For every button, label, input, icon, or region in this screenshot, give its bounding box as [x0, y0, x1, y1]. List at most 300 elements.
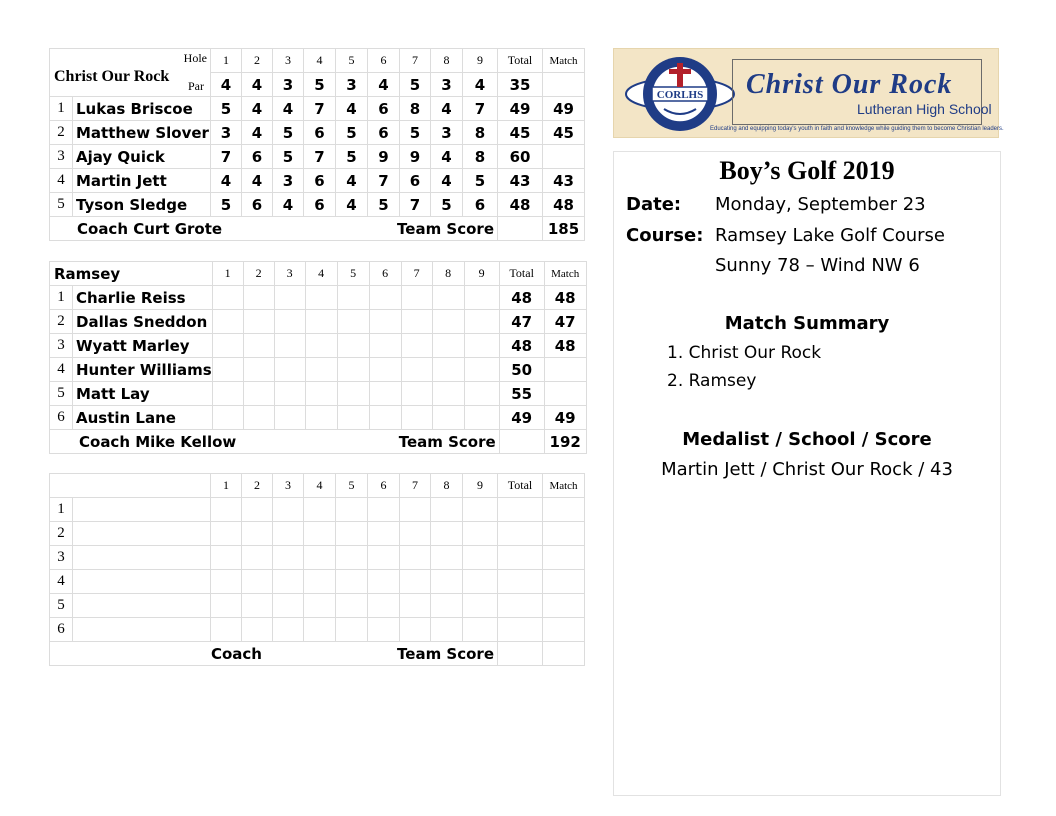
- scorecard-blank: [49, 473, 585, 666]
- hole-score: [274, 286, 305, 310]
- empty-cell: [498, 642, 543, 666]
- hole-header: 7: [400, 474, 431, 498]
- total-header: Total: [498, 49, 543, 73]
- player-number: 1: [50, 286, 73, 310]
- hole-score: 6: [368, 121, 400, 145]
- hole-score: [369, 334, 401, 358]
- hole-score: [243, 358, 274, 382]
- player-row: [50, 193, 585, 217]
- hole-score: [432, 358, 464, 382]
- hole-header: 4: [305, 262, 337, 286]
- team-score-label: Team Score: [273, 642, 498, 666]
- player-match: 48: [544, 334, 586, 358]
- hole-header: 4: [304, 474, 336, 498]
- hole-score: [432, 286, 464, 310]
- player-name: Dallas Sneddon: [73, 310, 213, 334]
- hole-score: [401, 286, 432, 310]
- hole-score: 8: [463, 121, 498, 145]
- team2-players: [50, 286, 587, 430]
- hole-score: 5: [463, 169, 498, 193]
- hole-score: 4: [242, 169, 273, 193]
- hole-score: 4: [242, 121, 273, 145]
- player-match: [543, 498, 585, 522]
- hole-score: [464, 406, 499, 430]
- player-name: [73, 546, 211, 570]
- course-value: Ramsey Lake Golf Course: [715, 225, 946, 246]
- hole-score: 7: [304, 145, 336, 169]
- hole-score: [401, 406, 432, 430]
- hole-score: [463, 570, 498, 594]
- logo-tagline: Educating and equipping today's youth in faith and knowledge while guiding them to become Christian leaders.: [710, 126, 1004, 132]
- player-total: 55: [499, 382, 544, 406]
- hole-score: [212, 286, 243, 310]
- hole-score: 4: [273, 193, 304, 217]
- player-row: [50, 382, 587, 406]
- player-name: [73, 618, 211, 642]
- hole-score: [211, 618, 242, 642]
- hole-score: [369, 286, 401, 310]
- hole-score: [336, 618, 368, 642]
- hole-score: [336, 570, 368, 594]
- hole-score: [369, 358, 401, 382]
- hole-score: [401, 334, 432, 358]
- player-total: [498, 570, 543, 594]
- hole-header: 6: [368, 474, 400, 498]
- player-row: [50, 145, 585, 169]
- hole-score: [368, 546, 400, 570]
- player-name: Matt Lay: [73, 382, 213, 406]
- player-name: [73, 570, 211, 594]
- player-match: [544, 358, 586, 382]
- player-row: [50, 570, 585, 594]
- hole-score: [432, 334, 464, 358]
- hole-score: 4: [336, 193, 368, 217]
- player-number: 3: [50, 334, 73, 358]
- date-value: Monday, September 23: [715, 194, 926, 215]
- hole-label: Hole: [183, 51, 207, 65]
- player-number: 3: [50, 546, 73, 570]
- hole-header: 7: [401, 262, 432, 286]
- hole-score: [304, 522, 336, 546]
- player-match: [543, 546, 585, 570]
- team-name: Ramsey: [50, 262, 213, 286]
- player-match: 43: [543, 169, 585, 193]
- hole-score: 5: [431, 193, 463, 217]
- match-header: Match: [544, 262, 586, 286]
- par-value: 4: [368, 73, 400, 97]
- hole-score: 4: [211, 169, 242, 193]
- hole-header: 1: [211, 49, 242, 73]
- par-value: 5: [400, 73, 431, 97]
- event-title: Boy’s Golf 2019: [719, 156, 895, 185]
- player-total: [498, 522, 543, 546]
- hole-score: [211, 522, 242, 546]
- hole-score: [368, 618, 400, 642]
- player-number: 5: [50, 382, 73, 406]
- hole-header: 3: [273, 474, 304, 498]
- hole-score: 4: [431, 97, 463, 121]
- hole-score: [211, 498, 242, 522]
- hole-score: [336, 546, 368, 570]
- hole-score: [337, 286, 369, 310]
- hole-header: 6: [369, 262, 401, 286]
- hole-score: [431, 594, 463, 618]
- team-score-value: 185: [543, 217, 585, 241]
- hole-score: [242, 498, 273, 522]
- hole-score: [243, 382, 274, 406]
- player-number: 2: [50, 121, 73, 145]
- hole-score: [463, 618, 498, 642]
- hole-score: [401, 310, 432, 334]
- hole-score: 6: [400, 169, 431, 193]
- hole-score: 5: [211, 193, 242, 217]
- summary-item: 2. Ramsey: [667, 371, 757, 391]
- team-score-label: Team Score: [273, 217, 498, 241]
- hole-score: [304, 498, 336, 522]
- par-value: 4: [463, 73, 498, 97]
- scorecard-ramsey: [49, 261, 587, 454]
- par-total: 35: [498, 73, 543, 97]
- hole-score: [212, 406, 243, 430]
- hole-score: [400, 498, 431, 522]
- hole-score: [369, 382, 401, 406]
- player-total: 48: [498, 193, 543, 217]
- hole-score: 6: [242, 193, 273, 217]
- hole-score: 6: [368, 97, 400, 121]
- hole-score: 7: [463, 97, 498, 121]
- hole-score: [463, 522, 498, 546]
- par-value: 5: [304, 73, 336, 97]
- hole-score: [305, 406, 337, 430]
- hole-score: 6: [463, 193, 498, 217]
- hole-score: [464, 286, 499, 310]
- hole-score: [431, 618, 463, 642]
- hole-score: [243, 310, 274, 334]
- hole-score: 8: [400, 97, 431, 121]
- player-match: 49: [544, 406, 586, 430]
- hole-header: 9: [463, 49, 498, 73]
- player-row: [50, 121, 585, 145]
- hole-header: 1: [211, 474, 242, 498]
- hole-score: [305, 358, 337, 382]
- player-name: Wyatt Marley: [73, 334, 213, 358]
- hole-score: 6: [304, 193, 336, 217]
- match-header: Match: [543, 474, 585, 498]
- player-number: 3: [50, 145, 73, 169]
- player-number: 4: [50, 358, 73, 382]
- hole-score: [336, 522, 368, 546]
- player-number: 1: [50, 97, 73, 121]
- hole-score: [431, 522, 463, 546]
- hole-score: [274, 358, 305, 382]
- match-header: Match: [543, 49, 585, 73]
- hole-score: [212, 358, 243, 382]
- hole-header: 5: [336, 49, 368, 73]
- player-name: Lukas Briscoe: [73, 97, 211, 121]
- hole-score: 5: [368, 193, 400, 217]
- hole-score: [368, 594, 400, 618]
- match-info-panel: [613, 151, 1001, 796]
- empty-cell: [498, 217, 543, 241]
- hole-score: [304, 546, 336, 570]
- player-total: [498, 618, 543, 642]
- player-name: Austin Lane: [73, 406, 213, 430]
- hole-score: [400, 594, 431, 618]
- hole-score: 7: [368, 169, 400, 193]
- hole-score: [273, 522, 304, 546]
- weather-value: Sunny 78 – Wind NW 6: [715, 255, 920, 276]
- player-match: [544, 382, 586, 406]
- medalist-value: Martin Jett / Christ Our Rock / 43: [661, 459, 953, 480]
- player-total: [498, 546, 543, 570]
- hole-header: 2: [242, 49, 273, 73]
- hole-score: 9: [368, 145, 400, 169]
- player-row: [50, 358, 587, 382]
- player-total: 45: [498, 121, 543, 145]
- hole-score: 5: [336, 121, 368, 145]
- hole-score: [336, 594, 368, 618]
- logo-brand-name: Christ Our Rock: [746, 69, 953, 100]
- hole-score: [400, 618, 431, 642]
- player-row: [50, 522, 585, 546]
- hole-score: 5: [273, 121, 304, 145]
- par-value: 4: [211, 73, 242, 97]
- school-logo-banner: [613, 48, 1004, 138]
- hole-score: [273, 618, 304, 642]
- svg-text:CORLHS: CORLHS: [656, 89, 704, 101]
- logo-brand-sub: Lutheran High School: [857, 101, 992, 117]
- hole-score: [212, 334, 243, 358]
- hole-score: 5: [400, 121, 431, 145]
- hole-score: [243, 406, 274, 430]
- hole-score: [464, 358, 499, 382]
- hole-score: [432, 382, 464, 406]
- hole-score: [273, 498, 304, 522]
- player-name: [73, 498, 211, 522]
- hole-score: [242, 570, 273, 594]
- hole-score: [463, 594, 498, 618]
- hole-score: 7: [211, 145, 242, 169]
- hole-score: [368, 498, 400, 522]
- hole-score: [305, 382, 337, 406]
- team1-players: [50, 97, 585, 217]
- hole-score: [401, 358, 432, 382]
- player-row: [50, 546, 585, 570]
- player-match: [543, 145, 585, 169]
- hole-score: [431, 546, 463, 570]
- hole-header: 1: [212, 262, 243, 286]
- hole-score: [304, 594, 336, 618]
- hole-score: [242, 546, 273, 570]
- match-summary-title: Match Summary: [724, 313, 890, 334]
- player-row: [50, 618, 585, 642]
- team-score-value: [543, 642, 585, 666]
- hole-score: [243, 286, 274, 310]
- player-row: [50, 594, 585, 618]
- hole-score: [274, 406, 305, 430]
- hole-score: [211, 546, 242, 570]
- hole-score: [337, 310, 369, 334]
- hole-header: 8: [431, 49, 463, 73]
- hole-header: 7: [400, 49, 431, 73]
- medalist-title: Medalist / School / Score: [682, 429, 932, 450]
- hole-score: [242, 522, 273, 546]
- player-number: 4: [50, 570, 73, 594]
- player-match: 49: [543, 97, 585, 121]
- par-label: Par: [188, 79, 204, 93]
- hole-score: [432, 406, 464, 430]
- team-name: [50, 474, 211, 498]
- hole-score: [212, 382, 243, 406]
- player-number: 1: [50, 498, 73, 522]
- player-row: [50, 169, 585, 193]
- hole-score: 3: [211, 121, 242, 145]
- hole-score: [400, 522, 431, 546]
- date-label: Date:: [626, 194, 682, 215]
- player-total: 43: [498, 169, 543, 193]
- player-number: 2: [50, 522, 73, 546]
- empty-cell: [50, 430, 73, 454]
- hole-score: 4: [431, 145, 463, 169]
- player-total: 48: [499, 334, 544, 358]
- hole-score: [337, 358, 369, 382]
- player-name: Martin Jett: [73, 169, 211, 193]
- player-total: 50: [499, 358, 544, 382]
- course-label: Course:: [626, 225, 704, 246]
- school-seal-icon: [624, 53, 744, 135]
- team-score-label: Team Score: [274, 430, 499, 454]
- hole-header: 9: [463, 474, 498, 498]
- hole-score: 3: [431, 121, 463, 145]
- player-row: [50, 310, 587, 334]
- player-number: 4: [50, 169, 73, 193]
- team3-players: [50, 498, 585, 642]
- player-match: 48: [543, 193, 585, 217]
- hole-score: [336, 498, 368, 522]
- hole-score: [431, 498, 463, 522]
- player-row: [50, 406, 587, 430]
- hole-score: [463, 498, 498, 522]
- hole-score: [464, 310, 499, 334]
- hole-header: 8: [432, 262, 464, 286]
- empty-cell: [50, 217, 73, 241]
- hole-score: 6: [304, 121, 336, 145]
- hole-header: 4: [304, 49, 336, 73]
- hole-score: [463, 546, 498, 570]
- player-total: 48: [499, 286, 544, 310]
- empty-cell: [543, 73, 585, 97]
- scorecard-christ-our-rock: [49, 48, 585, 241]
- hole-score: [369, 310, 401, 334]
- hole-score: [400, 546, 431, 570]
- player-number: 5: [50, 594, 73, 618]
- player-match: [543, 618, 585, 642]
- hole-score: [242, 618, 273, 642]
- hole-score: [274, 310, 305, 334]
- hole-score: 4: [431, 169, 463, 193]
- hole-score: [212, 310, 243, 334]
- player-number: 5: [50, 193, 73, 217]
- hole-score: [464, 334, 499, 358]
- summary-item: 1. Christ Our Rock: [667, 343, 822, 363]
- hole-score: 4: [336, 97, 368, 121]
- player-total: [498, 594, 543, 618]
- player-total: 49: [498, 97, 543, 121]
- player-total: 47: [499, 310, 544, 334]
- hole-score: [243, 334, 274, 358]
- total-header: Total: [499, 262, 544, 286]
- hole-header: 2: [242, 474, 273, 498]
- player-name: Hunter Williams: [73, 358, 213, 382]
- hole-score: [401, 382, 432, 406]
- hole-score: [274, 382, 305, 406]
- hole-score: [211, 594, 242, 618]
- player-match: [543, 594, 585, 618]
- hole-score: [242, 594, 273, 618]
- par-value: 3: [273, 73, 304, 97]
- hole-score: 5: [336, 145, 368, 169]
- hole-score: [274, 334, 305, 358]
- coach-name: Coach Curt Grote: [73, 217, 273, 241]
- hole-header: 3: [274, 262, 305, 286]
- player-match: 48: [544, 286, 586, 310]
- player-match: 45: [543, 121, 585, 145]
- hole-score: [305, 286, 337, 310]
- hole-score: 4: [273, 97, 304, 121]
- hole-header: 6: [368, 49, 400, 73]
- par-value: 3: [431, 73, 463, 97]
- hole-header: 5: [336, 474, 368, 498]
- player-row: [50, 286, 587, 310]
- hole-header: 9: [464, 262, 499, 286]
- hole-score: [337, 406, 369, 430]
- hole-score: 8: [463, 145, 498, 169]
- player-row: [50, 97, 585, 121]
- player-total: 60: [498, 145, 543, 169]
- player-total: [498, 498, 543, 522]
- hole-score: [304, 618, 336, 642]
- hole-score: [337, 382, 369, 406]
- empty-cell: [499, 430, 544, 454]
- player-name: Charlie Reiss: [73, 286, 213, 310]
- player-row: [50, 334, 587, 358]
- coach-name: Coach Mike Kellow: [73, 430, 275, 454]
- par-value: 4: [242, 73, 273, 97]
- player-number: 2: [50, 310, 73, 334]
- hole-score: [368, 522, 400, 546]
- player-match: [543, 570, 585, 594]
- hole-header: 8: [431, 474, 463, 498]
- team-name-cell: [50, 49, 211, 97]
- hole-score: [337, 334, 369, 358]
- hole-score: 4: [242, 97, 273, 121]
- player-row: [50, 498, 585, 522]
- hole-score: [211, 570, 242, 594]
- hole-score: 7: [400, 193, 431, 217]
- par-value: 3: [336, 73, 368, 97]
- player-match: 47: [544, 310, 586, 334]
- hole-header: 3: [273, 49, 304, 73]
- hole-score: [431, 570, 463, 594]
- player-number: 6: [50, 618, 73, 642]
- hole-score: 4: [336, 169, 368, 193]
- hole-score: 6: [242, 145, 273, 169]
- team-score-value: 192: [544, 430, 586, 454]
- player-name: Ajay Quick: [73, 145, 211, 169]
- hole-score: 7: [304, 97, 336, 121]
- hole-score: [305, 310, 337, 334]
- hole-score: [369, 406, 401, 430]
